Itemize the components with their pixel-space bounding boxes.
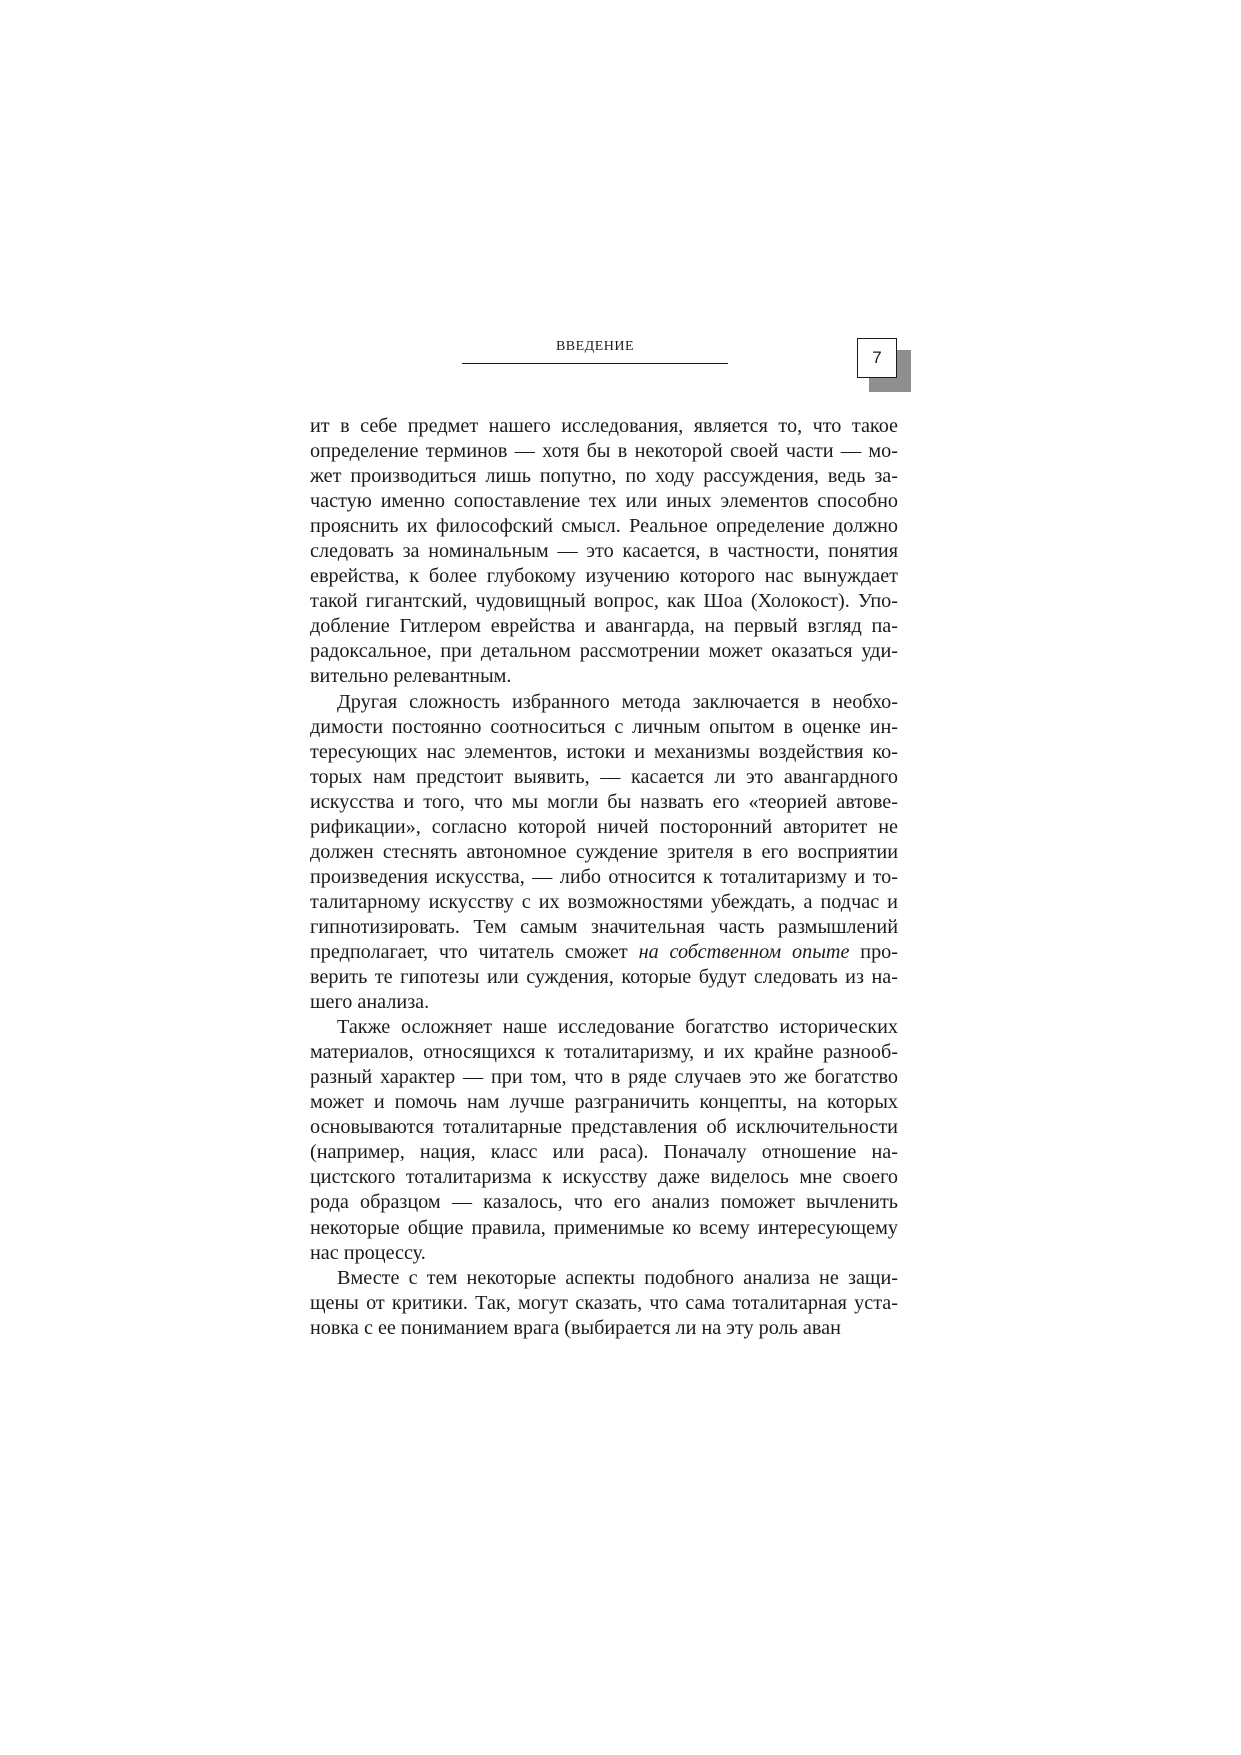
paragraph-text: проверить те гипотезы или суждения, которые будут следовать из нашего анализа.	[310, 940, 898, 1014]
paragraph: Также осложняет наше исследование богатство исторических материалов, относящихся к тоталитаризму, и их крайне разнообразный характер — при том, что в ряде случаев это же богатство может и помочь нам лучше разграничить концепты, на которых основываются тоталитарные представления об исключительности (например, нация, класс или раса). Поначалу отношение нацистского тоталитаризма к искусству даже виделось мне своего рода образцом — казалось, что его анализ поможет вычленить некоторые общие правила, применимые ко всему интересующему нас процессу.	[310, 1016, 898, 1264]
body-text	[310, 414, 898, 1341]
paragraph-continued: ит в себе предмет нашего исследования, является то, что такое определение терминов — хотя бы в некоторой своей части — может производиться лишь попутно, по ходу рассуждения, ведь зачастую именно сопоставление тех или иных элементов способно прояснить их философский смысл. Реальное определение должно следовать за номинальным — это касается, в частности, понятия еврейства, к более глубокому изучению которого нас вынуждает такой гигантский, чудовищный вопрос, как Шоа (Холокост). Уподобление Гитлером еврейства и авангарда, на первый взгляд парадоксальное, при детальном рассмотрении может оказаться удивительно релевантным.	[310, 415, 898, 688]
paragraph: Вместе с тем некоторые аспекты подобного анализа не защищены от критики. Так, могут сказать, что сама тоталитарная установка с ее пониманием врага (выбирается ли на эту роль аван	[310, 1266, 898, 1339]
running-head-rule	[462, 363, 728, 364]
emphasis-text: на собственном опыте	[638, 940, 850, 963]
paragraph-text: Другая сложность избранного метода заключается в необходимости постоянно соотноситься с личным опытом в оценке интересующих нас элементов, истоки и механизмы воздействия которых нам предстоит выявить, — касается ли это авангардного искусства и того, что мы могли бы назвать его «теорией автоверификации», согласно которой ничей посторонний авторитет не должен стеснять автономное суждение зрителя в его восприятии произведения искусства, — либо относится к тоталитаризму и тоталитарному искусству с их возможностями убеждать, а подчас и гипнотизировать. Тем самым значительная часть размышлений предполагает, что читатель сможет	[310, 690, 898, 963]
paragraph	[310, 690, 898, 1016]
page-number: 7	[857, 338, 897, 378]
running-head: ВВЕДЕНИЕ	[555, 339, 635, 354]
